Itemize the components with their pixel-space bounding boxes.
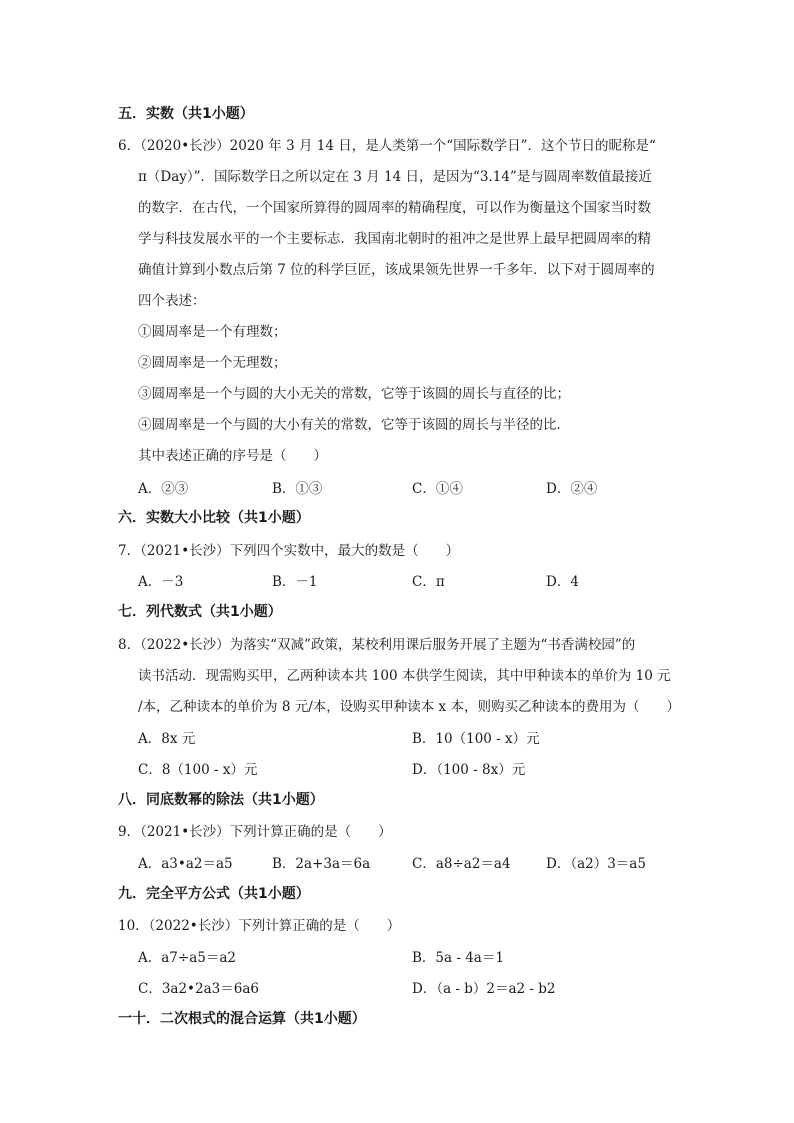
q10-stem: 10．（2022•长沙）下列计算正确的是（ ） [118,918,401,934]
q8-line-2: 读书活动．现需购买甲，乙两种读本共 100 本供学生阅读，其中甲种读本的单价为 10 元 [138,668,671,684]
q10-option-d: D．（a - b）2＝a2 - b2 [412,981,556,997]
q6-line-4: 学与科技发展水平的一个主要标志．我国南北朝时的祖冲之是世界上最早把圆周率的精 [138,231,651,247]
q6-line-3: 的数字．在古代，一个国家所算得的圆周率的精确程度，可以作为衡量这个国家当时数 [138,200,651,216]
q7-option-d: D．4 [546,574,579,590]
q7-stem: 7．（2021•长沙）下列四个实数中，最大的数是（ ） [118,543,460,559]
section-heading-7: 七．列代数式（共1小题） [118,604,282,620]
q6-line-6: 四个表述： [138,293,206,309]
q10-option-c: C．3a2•2a3＝6a6 [138,981,259,997]
q10-option-a: A．a7÷a5＝a2 [138,950,236,966]
q9-stem: 9．（2021•长沙）下列计算正确的是（ ） [118,824,392,840]
q6-option-b: B．①③ [272,481,323,497]
q8-option-c: C．8（100 - x）元 [138,762,258,778]
q6-question: 其中表述正确的序号是（ ） [138,448,327,464]
q8-line-1: 8．（2022•长沙）为落实“双减”政策，某校利用课后服务开展了主题为“书香满校园”的 [118,637,636,653]
q8-line-3: /本，乙种读本的单价为 8 元/本，设购买甲种读本 x 本，则购买乙种读本的费用为（ ） [138,699,680,715]
section-heading-6: 六．实数大小比较（共1小题） [118,510,310,526]
section-heading-10: 一十．二次根式的混合运算（共1小题） [118,1011,366,1027]
q9-option-b: B．2a+3a＝6a [272,856,371,872]
q6-line-2: π（Day）”．国际数学日之所以定在 3 月 14 日，是因为“3.14”是与圆周率数值最接近 [138,169,652,185]
q7-option-b: B．－1 [272,574,318,590]
q7-option-a: A．－3 [138,574,184,590]
q8-option-b: B．10（100 - x）元 [412,731,540,747]
q6-statement-3: ③圆周率是一个与圆的大小无关的常数，它等于该圆的周长与直径的比； [138,386,570,402]
section-heading-8: 八．同底数幂的除法（共1小题） [118,792,324,808]
q9-option-c: C．a8÷a2＝a4 [412,856,511,872]
q6-option-a: A．②③ [138,481,189,497]
q8-option-a: A．8x 元 [138,731,196,747]
section-heading-5: 五．实数（共1小题） [118,106,254,122]
q6-option-c: C．①④ [412,481,463,497]
q6-line-1: 6．（2020•长沙）2020 年 3 月 14 日，是人类第一个“国际数学日”．这个节日的昵称是“ [118,138,656,154]
q6-line-5: 确值计算到小数点后第 7 位的科学巨匠，该成果领先世界一千多年．以下对于圆周率的 [138,262,655,278]
q9-option-d: D．（a2）3＝a5 [546,856,646,872]
q8-option-d: D．（100 - 8x）元 [412,762,526,778]
q6-statement-2: ②圆周率是一个无理数； [138,355,287,371]
q6-statement-4: ④圆周率是一个与圆的大小有关的常数，它等于该圆的周长与半径的比． [138,417,570,433]
q10-option-b: B．5a - 4a＝1 [412,950,504,966]
q7-option-c: C．π [412,574,445,590]
section-heading-9: 九．完全平方公式（共1小题） [118,886,310,902]
q6-statement-1: ①圆周率是一个有理数； [138,324,287,340]
q9-option-a: A．a3•a2＝a5 [138,856,233,872]
q6-option-d: D．②④ [546,481,598,497]
